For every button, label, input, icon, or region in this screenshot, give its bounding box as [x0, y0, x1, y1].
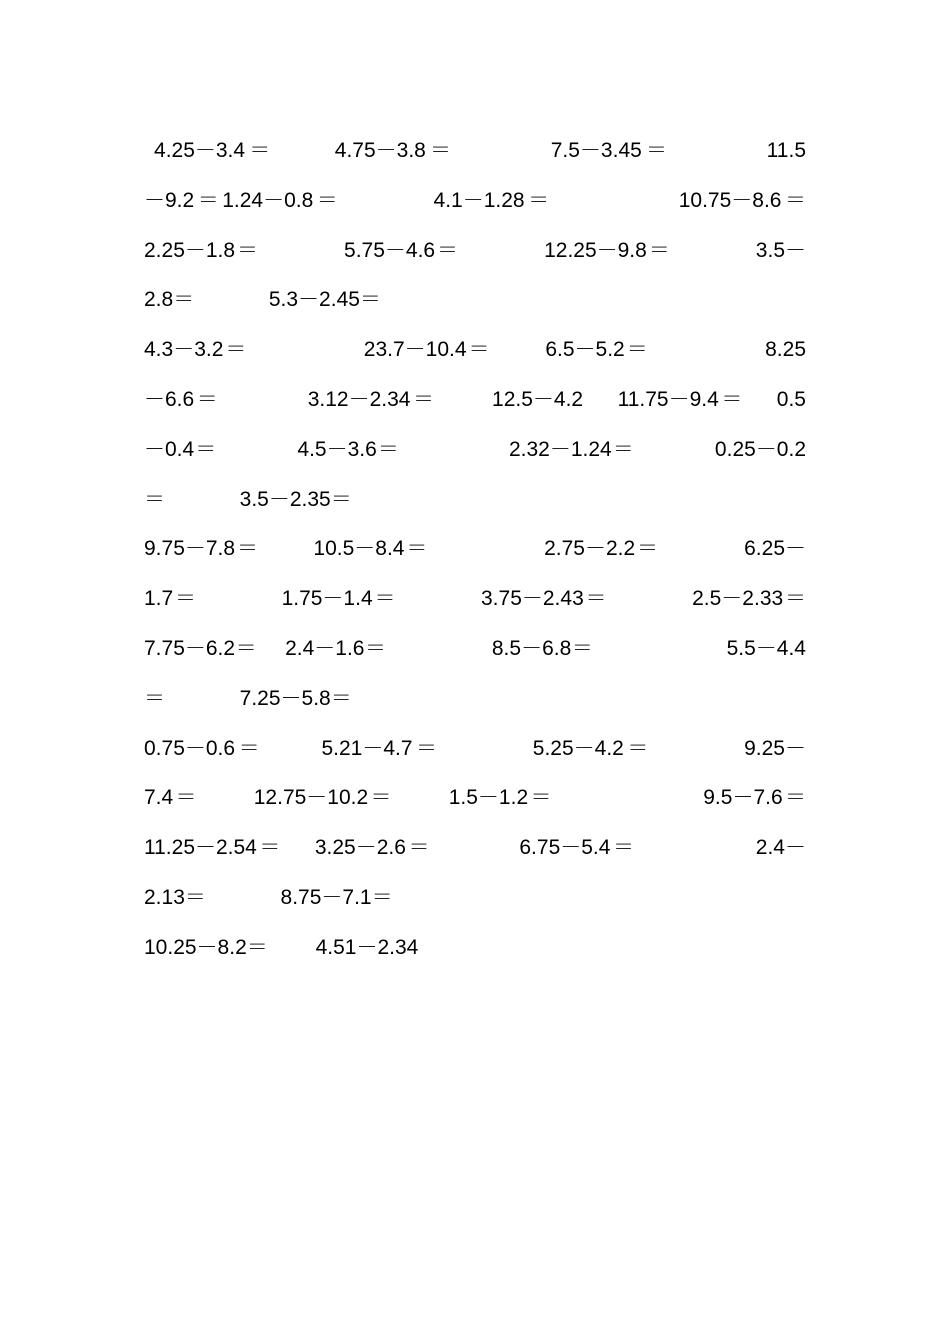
text-line: 4.3－3.2＝ 23.7－10.4＝ 6.5－5.2＝ 8.25 — [144, 338, 806, 362]
text-line: 2.13＝ 8.75－7.1＝ — [144, 885, 393, 909]
text-line: ＝ 7.25－5.8＝ — [144, 686, 352, 710]
text-line: 7.4＝ 12.75－10.2＝ 1.5－1.2＝ 9.5－7.6＝ — [144, 786, 806, 810]
text-line: 10.25－8.2＝ 4.51－2.34 — [144, 935, 419, 959]
text-line: 2.25－1.8＝ 5.75－4.6＝ 12.25－9.8＝ 3.5－ — [144, 238, 806, 262]
text-line: 4.25－3.4＝ 4.75－3.8＝ 7.5－3.45＝ 11.5 — [144, 139, 806, 162]
text-line: 9.75－7.8＝ 10.5－8.4＝ 2.75－2.2＝ 6.25－ — [144, 537, 806, 561]
text-line: 11.25－2.54＝ 3.25－2.6＝ 6.75－5.4＝ 2.4－ — [144, 836, 806, 860]
arithmetic-worksheet — [144, 126, 806, 973]
text-line: 2.8＝ 5.3－2.45＝ — [144, 288, 381, 312]
text-line: ＝ 3.5－2.35＝ — [144, 487, 352, 511]
text-line: 1.7＝ 1.75－1.4＝ 3.75－2.43＝ 2.5－2.33＝ — [144, 587, 806, 611]
text-line: 0.75－0.6＝ 5.21－4.7＝ 5.25－4.2＝ 9.25－ — [144, 736, 806, 760]
text-line: －9.2＝1.24－0.8＝ 4.1－1.28＝ 10.75－8.6＝ — [144, 188, 806, 212]
text-line: －0.4＝ 4.5－3.6＝ 2.32－1.24＝ 0.25－0.2 — [144, 437, 806, 461]
text-line: －6.6＝ 3.12－2.34＝ 12.5－4.2 11.75－9.4＝ 0.5 — [144, 387, 806, 411]
text-line: 7.75－6.2＝ 2.4－1.6＝ 8.5－6.8＝ 5.5－4.4 — [144, 636, 806, 660]
